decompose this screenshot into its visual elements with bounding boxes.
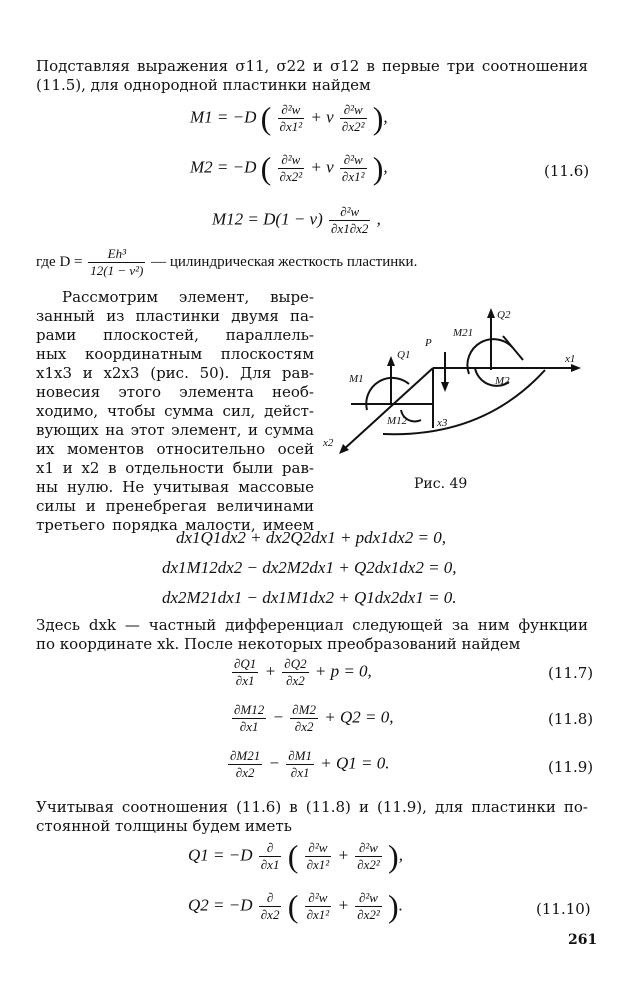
equation-11-9: $\frac{\partial M21}{\partial x2}$ − $\frac{\partial M1}{\partial x1}$ + Q1 = 0. (230, 748, 390, 780)
equation-q1: Q1 = −D $\frac{\partial}{\partial x1}$ ( $\frac{\text{∂²w}}{\text{∂x1²}}$ + $\frac{\text{∂²w}}{\text{∂x2²}}$ ), (188, 838, 403, 874)
equilibrium-eq-3: dx2M21dx1 − dx1M1dx2 + Q1dx2dx1 = 0. (162, 588, 457, 607)
x1-arrowhead (571, 364, 581, 372)
label-m12: M12 (387, 415, 408, 427)
hatch-line (503, 336, 523, 360)
m1-moment-arc (366, 378, 409, 410)
fraction: $\frac{\partial M1}{\partial x1}$ (288, 748, 313, 780)
fraction: $\frac{\text{∂²w}}{\text{∂x2²}}$ (341, 102, 365, 134)
label-p: P (425, 337, 432, 349)
text-line: рами плоскостей, параллель- (36, 326, 314, 344)
equation-number: (11.10) (536, 900, 591, 918)
fraction: $\frac{\partial}{\partial x2}$ (260, 890, 280, 922)
label-m2: M2 (495, 375, 510, 387)
fraction: $\frac{\text{Eh³}}{\text{12(1 − ν²)}}$ (90, 246, 144, 278)
equation-number: (11.7) (548, 664, 594, 682)
rigidity-definition: где D = $\frac{\text{Eh³}}{\text{12(1 − ν²)}}$ — цилиндрическая жесткость пластинки. (36, 246, 418, 278)
text-line: силы и пренебрегая величинами (36, 497, 314, 515)
fraction: $\frac{\partial Q1}{\partial x1}$ (234, 656, 257, 688)
fraction: $\frac{\text{∂²w}}{\text{∂x1²}}$ (306, 890, 330, 922)
fraction: $\frac{\partial M12}{\partial x1}$ (234, 702, 265, 734)
element-arc (383, 370, 545, 434)
text-line: ных координатным плоскостям (36, 345, 314, 363)
fraction: $\frac{\text{∂²w}}{\text{∂x2²}}$ (357, 840, 380, 872)
element-paragraph (36, 288, 314, 535)
text-line: третьего порядка малости, имеем (36, 516, 314, 534)
figure-caption: Рис. 49 (414, 476, 468, 492)
equation-m1: M1 = −D ( $\frac{\text{∂²w}}{\text{∂x1²}}$ + ν $\frac{\text{∂²w}}{\text{∂x2²}}$ ), (190, 100, 388, 136)
plate-element-figure (313, 300, 588, 465)
equation-m2: M2 = −D ( $\frac{\text{∂²w}}{\text{∂x2²}}$ + ν $\frac{\text{∂²w}}{\text{∂x1²}}$ ), (190, 150, 388, 186)
fraction: $\frac{\text{∂²w}}{\text{∂x2²}}$ (357, 890, 380, 922)
text-line: Рассмотрим элемент, выре- (62, 288, 314, 306)
text-line: вующих на этот элемент, и сумма (36, 421, 314, 439)
equilibrium-eq-2: dx1M12dx2 − dx2M2dx1 + Q2dx1dx2 = 0, (162, 558, 457, 577)
label-x3: x3 (437, 417, 448, 429)
equation-number: (11.6) (544, 162, 590, 180)
p-arrowhead (441, 382, 449, 392)
fraction: $\frac{\text{∂²w}}{\text{∂x1²}}$ (279, 102, 303, 134)
equation-number: (11.8) (548, 710, 594, 728)
text-line: ходимо, чтобы сумма сил, дейст- (36, 402, 314, 420)
fraction: $\frac{\partial M2}{\partial x2}$ (292, 702, 317, 734)
text-line: их моментов относительно осей (36, 440, 314, 458)
equation-11-8: $\frac{\partial M12}{\partial x1}$ − $\frac{\partial M2}{\partial x2}$ + Q2 = 0, (234, 702, 394, 734)
label-x1: x1 (565, 353, 576, 365)
fraction: $\frac{\partial M21}{\partial x2}$ (230, 748, 261, 780)
equation-m12: M12 = D(1 − ν) $\frac{\text{∂²w}}{\partial x1\partial x2}$ , (212, 204, 381, 236)
text-line: занный из пластинки двумя па- (36, 307, 314, 325)
equilibrium-eq-1: dx1Q1dx2 + dx2Q2dx1 + pdx1dx2 = 0, (176, 528, 446, 547)
text-line: x1 и x2 в отдельности были рав- (36, 459, 314, 477)
consider-line-2: стоянной толщины будем иметь (36, 817, 292, 835)
fraction: $\frac{\text{∂²w}}{\partial x1\partial x2}$ (331, 204, 369, 236)
label-q1: Q1 (397, 349, 411, 361)
intro-line-1: Подставляя выражения σ11, σ22 и σ12 в первые три соотношения (36, 57, 588, 75)
fraction: $\frac{\partial}{\partial x1}$ (260, 840, 280, 872)
text-line: новесия этого элемента необ- (36, 383, 314, 401)
here-line-1: Здесь dxk — частный дифференциал следующей за ним функции (36, 616, 588, 634)
fraction: $\frac{\partial Q2}{\partial x2}$ (284, 656, 307, 688)
consider-line-1: Учитывая соотношения (11.6) в (11.8) и (11.9), для пластинки по- (36, 798, 588, 816)
equation-11-7: $\frac{\partial Q1}{\partial x1}$ + $\frac{\partial Q2}{\partial x2}$ + p = 0, (234, 656, 372, 688)
text-line: ны нулю. Не учитывая массовые (36, 478, 314, 496)
label-m21: M21 (453, 327, 474, 339)
intro-line-2: (11.5), для однородной пластинки найдем (36, 76, 371, 94)
fraction: $\frac{\text{∂²w}}{\text{∂x1²}}$ (306, 840, 330, 872)
text-line: x1x3 и x2x3 (рис. 50). Для рав- (36, 364, 314, 382)
fraction: $\frac{\text{∂²w}}{\text{∂x1²}}$ (341, 152, 365, 184)
label-q2: Q2 (497, 309, 511, 321)
page-number: 261 (568, 932, 598, 948)
equation-q2: Q2 = −D $\frac{\partial}{\partial x2}$ ( $\frac{\text{∂²w}}{\text{∂x1²}}$ + $\frac{\text{∂²w}}{\text{∂x2²}}$ ). (188, 888, 403, 924)
here-line-2: по координате xk. После некоторых преобразований найдем (36, 635, 521, 653)
label-x2: x2 (323, 437, 334, 449)
q2-arrowhead (487, 308, 495, 318)
fraction: $\frac{\text{∂²w}}{\text{∂x2²}}$ (279, 152, 303, 184)
equation-number: (11.9) (548, 758, 594, 776)
label-m1: M1 (349, 373, 364, 385)
q1-arrowhead (387, 356, 395, 366)
